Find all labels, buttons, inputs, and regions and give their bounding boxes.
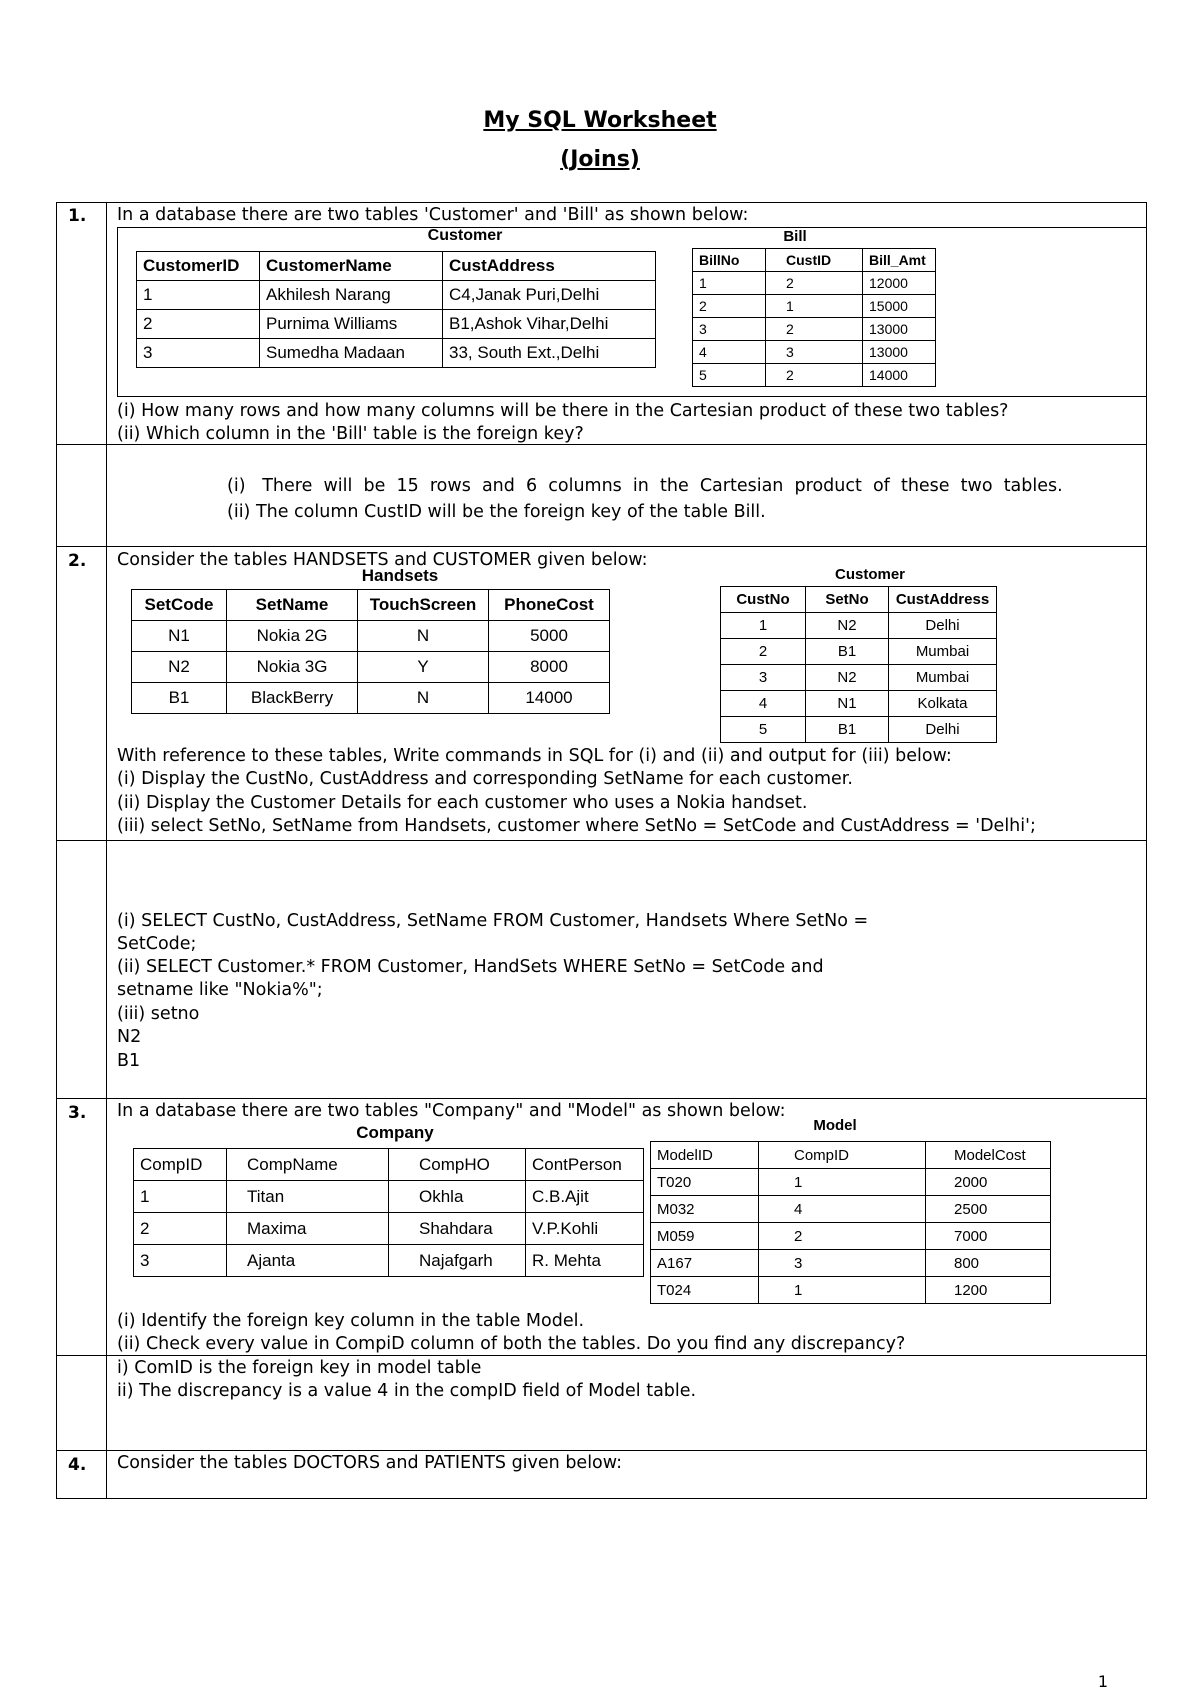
table-cell: BlackBerry bbox=[227, 683, 358, 714]
answer-text: (ii) The column CustID will be the foreign key of the table Bill. bbox=[227, 502, 766, 522]
table-cell: 5 bbox=[721, 717, 806, 743]
table-cell: N1 bbox=[806, 691, 889, 717]
table-cell: Shahdara bbox=[389, 1213, 526, 1245]
table-cell: N2 bbox=[806, 665, 889, 691]
table-cell: 2500 bbox=[926, 1196, 1051, 1223]
customer-table bbox=[720, 586, 997, 743]
handsets-table bbox=[131, 589, 610, 714]
question-text: (iii) select SetNo, SetName from Handsets, customer where SetNo = SetCode and CustAddress = 'Delhi'; bbox=[117, 816, 1036, 836]
table-cell: 1 bbox=[766, 295, 863, 318]
table-cell: Delhi bbox=[889, 717, 997, 743]
table-header: CustomerName bbox=[260, 252, 443, 281]
table-cell: T024 bbox=[651, 1277, 759, 1304]
question-intro: In a database there are two tables "Company" and "Model" as shown below: bbox=[117, 1101, 786, 1121]
answer-text: i) ComID is the foreign key in model table bbox=[117, 1358, 482, 1378]
table-cell: Nokia 2G bbox=[227, 621, 358, 652]
question-intro: Consider the tables DOCTORS and PATIENTS given below: bbox=[117, 1453, 623, 1473]
table-cell: 3 bbox=[766, 341, 863, 364]
table-header: CustID bbox=[766, 249, 863, 272]
table-cell: T020 bbox=[651, 1169, 759, 1196]
table-cell: Y bbox=[358, 652, 489, 683]
question-text: (ii) Check every value in CompiD column of both the tables. Do you find any discrepancy? bbox=[117, 1334, 906, 1354]
answer-text: (iii) setno bbox=[117, 1004, 200, 1024]
table-cell: 3 bbox=[693, 318, 766, 341]
table-cell: 2 bbox=[693, 295, 766, 318]
table-cell: N bbox=[358, 683, 489, 714]
table-cell: 2 bbox=[134, 1213, 227, 1245]
table-header: CompID bbox=[759, 1142, 926, 1169]
table-cell: 3 bbox=[137, 339, 260, 368]
table-cell: Akhilesh Narang bbox=[260, 281, 443, 310]
table-cell: 14000 bbox=[489, 683, 610, 714]
bill-table bbox=[692, 248, 936, 387]
table-cell: 1 bbox=[759, 1277, 926, 1304]
table-cell: A167 bbox=[651, 1250, 759, 1277]
table-cell: 2 bbox=[766, 318, 863, 341]
table-header: CompHO bbox=[389, 1149, 526, 1181]
table-cell: 1 bbox=[137, 281, 260, 310]
table-header: BillNo bbox=[693, 249, 766, 272]
table-cell: Delhi bbox=[889, 613, 997, 639]
table-cell: 13000 bbox=[863, 341, 936, 364]
row-divider bbox=[56, 840, 1147, 841]
table-cell: 12000 bbox=[863, 272, 936, 295]
table-header: ModelID bbox=[651, 1142, 759, 1169]
question-intro: Consider the tables HANDSETS and CUSTOMER given below: bbox=[117, 550, 648, 570]
table-cell: 13000 bbox=[863, 318, 936, 341]
table-header: ContPerson bbox=[526, 1149, 644, 1181]
table-cell: 2 bbox=[766, 364, 863, 387]
table-cell: 4 bbox=[721, 691, 806, 717]
table-cell: 8000 bbox=[489, 652, 610, 683]
table-cell: N bbox=[358, 621, 489, 652]
model-table bbox=[650, 1141, 1051, 1304]
table-cell: B1 bbox=[132, 683, 227, 714]
table-cell: C4,Janak Puri,Delhi bbox=[443, 281, 656, 310]
question-text: With reference to these tables, Write commands in SQL for (i) and (ii) and output for (iii) below: bbox=[117, 746, 952, 766]
table-cell: 2 bbox=[759, 1223, 926, 1250]
table-caption: Customer bbox=[834, 566, 905, 583]
page-number: 1 bbox=[1097, 1672, 1108, 1691]
question-text: (i) Display the CustNo, CustAddress and corresponding SetName for each customer. bbox=[117, 769, 853, 789]
table-cell: 3 bbox=[759, 1250, 926, 1277]
table-cell: Okhla bbox=[389, 1181, 526, 1213]
table-cell: 2000 bbox=[926, 1169, 1051, 1196]
table-header: CustAddress bbox=[889, 587, 997, 613]
table-header: CustAddress bbox=[443, 252, 656, 281]
company-table bbox=[133, 1148, 644, 1277]
question-number: 2. bbox=[68, 551, 87, 571]
table-cell: 2 bbox=[721, 639, 806, 665]
number-column-divider bbox=[106, 202, 107, 1499]
answer-text: ii) The discrepancy is a value 4 in the compID field of Model table. bbox=[117, 1381, 697, 1401]
table-cell: 7000 bbox=[926, 1223, 1051, 1250]
table-cell: Sumedha Madaan bbox=[260, 339, 443, 368]
table-cell: 33, South Ext.,Delhi bbox=[443, 339, 656, 368]
table-cell: Purnima Williams bbox=[260, 310, 443, 339]
question-text: (ii) Which column in the 'Bill' table is the foreign key? bbox=[117, 424, 584, 444]
table-cell: R. Mehta bbox=[526, 1245, 644, 1277]
table-header: CustomerID bbox=[137, 252, 260, 281]
table-cell: Maxima bbox=[227, 1213, 389, 1245]
table-cell: 1200 bbox=[926, 1277, 1051, 1304]
table-cell: Nokia 3G bbox=[227, 652, 358, 683]
question-text: (ii) Display the Customer Details for each customer who uses a Nokia handset. bbox=[117, 793, 808, 813]
row-divider bbox=[56, 1450, 1147, 1451]
table-cell: B1 bbox=[806, 639, 889, 665]
table-cell: C.B.Ajit bbox=[526, 1181, 644, 1213]
table-cell: 3 bbox=[134, 1245, 227, 1277]
table-cell: 1 bbox=[693, 272, 766, 295]
table-cell: 15000 bbox=[863, 295, 936, 318]
question-intro: In a database there are two tables 'Customer' and 'Bill' as shown below: bbox=[117, 205, 749, 225]
table-header: Bill_Amt bbox=[863, 249, 936, 272]
table-cell: 1 bbox=[759, 1169, 926, 1196]
table-header: TouchScreen bbox=[358, 590, 489, 621]
table-header: CompID bbox=[134, 1149, 227, 1181]
answer-text: (i) SELECT CustNo, CustAddress, SetName FROM Customer, Handsets Where SetNo = bbox=[117, 911, 869, 931]
table-cell: 2 bbox=[766, 272, 863, 295]
table-cell: Kolkata bbox=[889, 691, 997, 717]
answer-text: B1 bbox=[117, 1051, 141, 1071]
table-cell: Mumbai bbox=[889, 639, 997, 665]
table-header: CompName bbox=[227, 1149, 389, 1181]
answer-text: SetCode; bbox=[117, 934, 197, 954]
table-cell: Ajanta bbox=[227, 1245, 389, 1277]
table-caption: Bill bbox=[783, 228, 807, 245]
table-cell: B1,Ashok Vihar,Delhi bbox=[443, 310, 656, 339]
table-cell: Titan bbox=[227, 1181, 389, 1213]
table-cell: M032 bbox=[651, 1196, 759, 1223]
table-cell: M059 bbox=[651, 1223, 759, 1250]
question-number: 3. bbox=[68, 1103, 87, 1123]
page-title: My SQL Worksheet bbox=[483, 108, 717, 133]
answer-text: (ii) SELECT Customer.* FROM Customer, HandSets WHERE SetNo = SetCode and bbox=[117, 957, 824, 977]
row-divider bbox=[56, 1098, 1147, 1099]
table-cell: B1 bbox=[806, 717, 889, 743]
table-header: SetNo bbox=[806, 587, 889, 613]
table-header: CustNo bbox=[721, 587, 806, 613]
table-cell: 1 bbox=[134, 1181, 227, 1213]
table-cell: 1 bbox=[721, 613, 806, 639]
table-cell: 5 bbox=[693, 364, 766, 387]
table-caption: Model bbox=[813, 1117, 857, 1134]
customer-table bbox=[136, 251, 656, 368]
table-cell: 14000 bbox=[863, 364, 936, 387]
question-number: 4. bbox=[68, 1455, 87, 1475]
table-cell: 4 bbox=[759, 1196, 926, 1223]
table-cell: Najafgarh bbox=[389, 1245, 526, 1277]
page-subtitle: (Joins) bbox=[560, 147, 640, 172]
question-number: 1. bbox=[68, 206, 87, 226]
table-cell: N2 bbox=[132, 652, 227, 683]
table-header: SetName bbox=[227, 590, 358, 621]
table-cell: N1 bbox=[132, 621, 227, 652]
table-header: ModelCost bbox=[926, 1142, 1051, 1169]
table-header: PhoneCost bbox=[489, 590, 610, 621]
answer-text: N2 bbox=[117, 1027, 142, 1047]
table-cell: 4 bbox=[693, 341, 766, 364]
table-header: SetCode bbox=[132, 590, 227, 621]
row-divider bbox=[56, 546, 1147, 547]
table-cell: 2 bbox=[137, 310, 260, 339]
table-caption: Customer bbox=[427, 227, 503, 244]
answer-text: setname like "Nokia%"; bbox=[117, 980, 323, 1000]
table-cell: Mumbai bbox=[889, 665, 997, 691]
answer-text: (i) There will be 15 rows and 6 columns in the Cartesian product of these two tables. bbox=[227, 476, 1063, 496]
table-cell: 5000 bbox=[489, 621, 610, 652]
table-cell: N2 bbox=[806, 613, 889, 639]
question-text: (i) How many rows and how many columns will be there in the Cartesian product of these two tables? bbox=[117, 401, 1009, 421]
table-caption: Company bbox=[356, 1123, 434, 1142]
table-cell: V.P.Kohli bbox=[526, 1213, 644, 1245]
table-cell: 800 bbox=[926, 1250, 1051, 1277]
table-cell: 3 bbox=[721, 665, 806, 691]
table-caption: Handsets bbox=[361, 566, 439, 585]
question-text: (i) Identify the foreign key column in the table Model. bbox=[117, 1311, 585, 1331]
